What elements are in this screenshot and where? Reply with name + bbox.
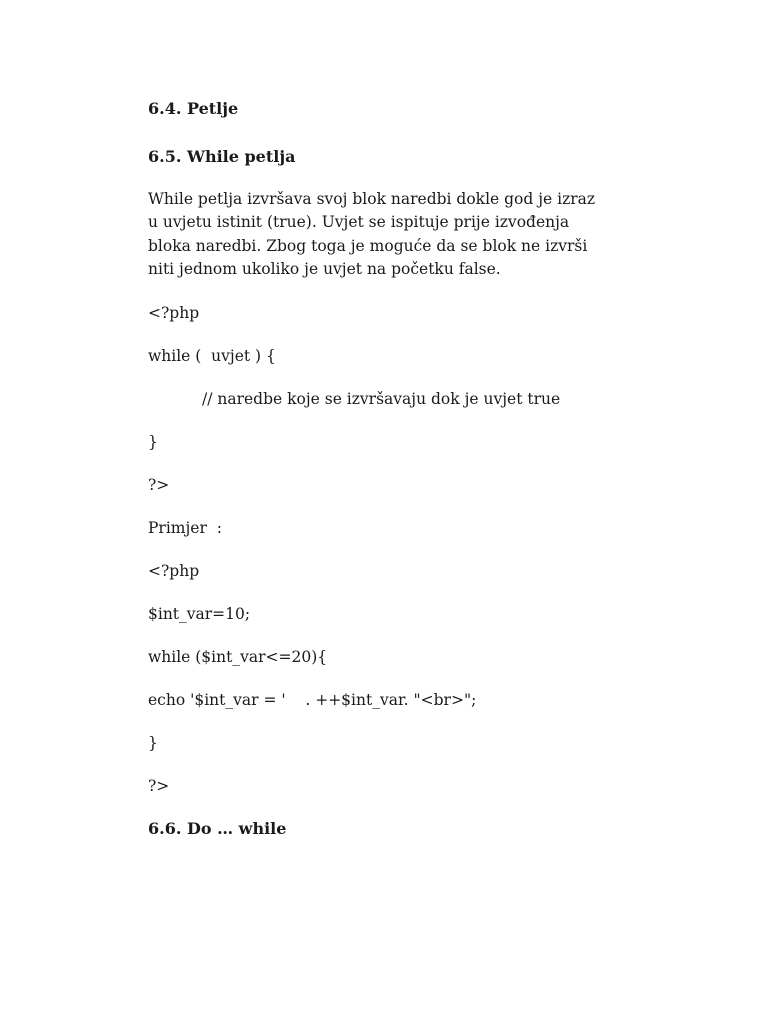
body-paragraph xyxy=(148,188,638,281)
paragraph-line: niti jednom ukoliko je uvjet na početku false. xyxy=(148,259,501,278)
example-assignment: $int_var=10; xyxy=(148,605,251,623)
syntax-close-tag: ?> xyxy=(148,476,170,494)
syntax-comment: // naredbe koje se izvršavaju dok je uvjet true xyxy=(202,390,561,408)
paragraph-line: While petlja izvršava svoj blok naredbi dokle god je izraz xyxy=(148,190,596,208)
syntax-close-brace: } xyxy=(148,433,158,451)
example-echo-line: echo '$int_var = ' . ++$int_var. "<br>"; xyxy=(148,691,477,709)
section-heading-6-5: 6.5. While petlja xyxy=(148,147,296,166)
example-open-tag: <?php xyxy=(148,562,200,580)
example-while-line: while ($int_var<=20){ xyxy=(148,648,328,666)
syntax-while-line: while ( uvjet ) { xyxy=(148,347,276,365)
example-close-brace: } xyxy=(148,734,158,752)
paragraph-line: u uvjetu istinit (true). Uvjet se ispituje prije izvođenja xyxy=(148,213,570,232)
syntax-open-tag: <?php xyxy=(148,304,200,322)
paragraph-line: bloka naredbi. Zbog toga je moguće da se blok ne izvrši xyxy=(148,236,588,255)
section-heading-6-6: 6.6. Do … while xyxy=(148,819,287,838)
example-close-tag: ?> xyxy=(148,777,170,795)
section-heading-6-4: 6.4. Petlje xyxy=(148,99,239,118)
example-label: Primjer : xyxy=(148,519,222,537)
